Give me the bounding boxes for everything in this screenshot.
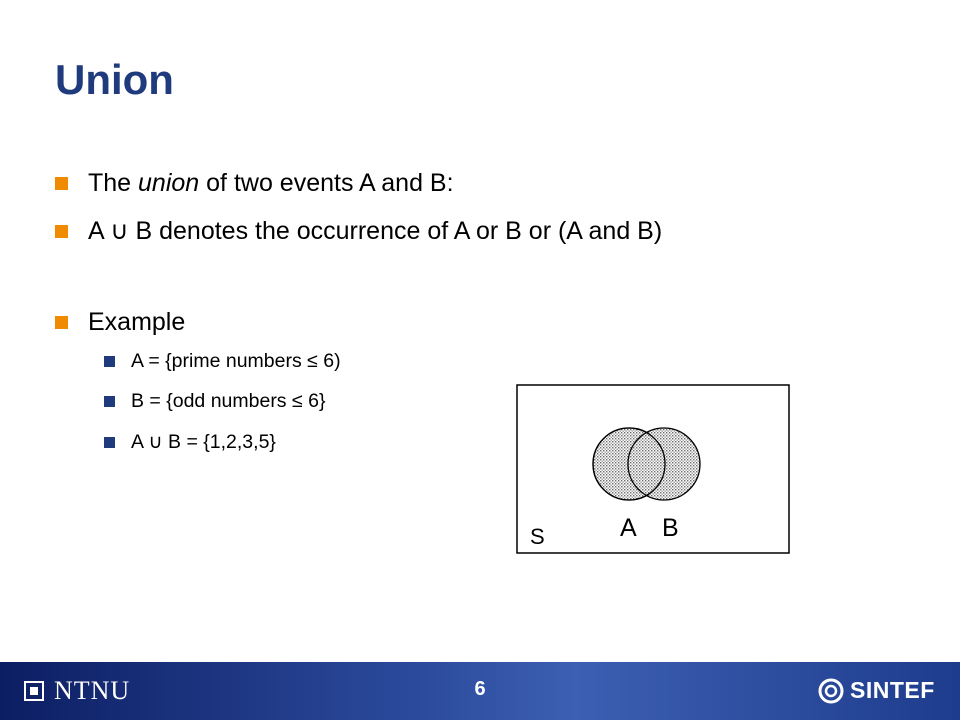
bullet-union-meaning xyxy=(55,216,662,246)
bullet-square-icon xyxy=(104,437,115,448)
bullet-text-emphasis: union xyxy=(138,169,200,197)
set-b-circle xyxy=(628,428,700,500)
bullet-square-icon xyxy=(104,396,115,407)
sintef-logo-text: SINTEF xyxy=(850,677,935,703)
page-number: 6 xyxy=(474,678,486,700)
bullet-text xyxy=(88,169,454,198)
ntnu-logo-text: NTNU xyxy=(54,676,131,705)
sub-bullet-text: A = {prime numbers ≤ 6) xyxy=(131,350,341,372)
set-b-label: B xyxy=(662,514,679,542)
venn-diagram xyxy=(516,384,792,556)
slide-title: Union xyxy=(55,56,174,103)
sub-bullet-union-result xyxy=(104,430,276,454)
bullet-square-icon xyxy=(104,356,115,367)
sample-space-label: S xyxy=(530,524,545,549)
sub-bullet-text: A ∪ B = {1,2,3,5} xyxy=(131,431,276,453)
bullet-square-icon xyxy=(55,225,68,238)
bullet-text: Example xyxy=(88,308,186,336)
bullet-square-icon xyxy=(55,177,68,190)
bullet-text-post: of two events A and B: xyxy=(199,169,454,197)
bullet-square-icon xyxy=(55,316,68,329)
bullet-text-pre: The xyxy=(88,169,139,197)
bullet-example xyxy=(55,308,185,337)
bullet-union-definition xyxy=(55,169,454,198)
sub-bullet-text: B = {odd numbers ≤ 6} xyxy=(131,390,326,412)
bullet-text: A ∪ B denotes the occurrence of A or B or (A and B) xyxy=(88,217,663,245)
sintef-logo-icon xyxy=(818,678,844,704)
sintef-logo xyxy=(818,677,935,704)
sub-bullet-set-a xyxy=(104,350,341,373)
set-a-label: A xyxy=(620,514,637,542)
sub-bullet-set-b xyxy=(104,390,325,413)
